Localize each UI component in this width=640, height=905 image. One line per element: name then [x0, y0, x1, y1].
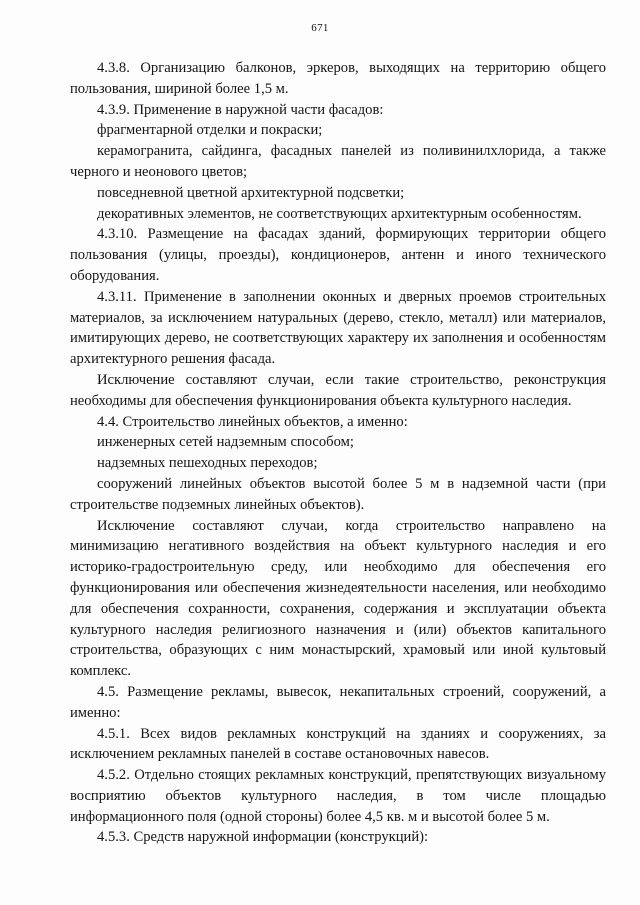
- list-item-engineering-networks: инженерных сетей надземным способом;: [97, 434, 354, 451]
- list-item-color-lighting: повседневной цветной архитектурной подсветки;: [97, 184, 405, 201]
- paragraph-4-5: 4.5. Размещение рекламы, вывесок, некапитальных строений, сооружений, а именно:: [70, 683, 606, 721]
- paragraph-4-3-9: 4.3.9. Применение в наружной части фасадов:: [97, 101, 384, 118]
- paragraph-4-5-2: 4.5.2. Отдельно стоящих рекламных конструкций, препятствующих визуальному восприятию объектов культурного наследия, в том числе площадью информационного поля (одной стороны) более 4,5 кв. м и высотой более 5 м.: [70, 767, 606, 825]
- paragraph-4-5-3: 4.5.3. Средств наружной информации (конструкций):: [97, 829, 429, 846]
- paragraph-4-3-8: 4.3.8. Организацию балконов, эркеров, выходящих на территорию общего пользования, шириной более 1,5 м.: [70, 60, 606, 97]
- paragraph-exception-1: Исключение составляют случаи, если такие строительство, реконструкция необходимы для обеспечения функционирования объекта культурного наследия.: [70, 371, 606, 409]
- list-item-fragmentary-finish: фрагментарной отделки и покраски;: [97, 122, 323, 139]
- paragraph-4-4: 4.4. Строительство линейных объектов, а именно:: [97, 413, 408, 430]
- paragraph-exception-2: Исключение составляют случаи, когда строительство направлено на минимизацию негативного воздействия на объект культурного наследия и его историко-градостроительную среду, или необходимо для обеспечения его функционирования или обеспечения жизнедеятельности населения, или необходимо для обеспечения сохранности, сохранения, содержания и эксплуатации объекта культурного наследия религиозного назначения и (или) объектов капитального строительства, образующих с ним монастырский, храмовый или иной культовый комплекс.: [70, 517, 606, 680]
- list-item-porcelain-stoneware: керамогранита, сайдинга, фасадных панелей из поливинилхлорида, а также черного и неонового цветов;: [70, 143, 606, 180]
- paragraph-4-3-10: 4.3.10. Размещение на фасадах зданий, формирующих территории общего пользования (улицы, проезды), кондиционеров, антенн и иного технического оборудования.: [70, 226, 606, 284]
- paragraph-4-3-11: 4.3.11. Применение в заполнении оконных и дверных проемов строительных материалов, за исключением натуральных (дерево, стекло, металл) или материалов, имитирующих дерево, не соответствующих характеру их заполнения и особенностям архитектурного решения фасада.: [70, 288, 606, 368]
- list-item-linear-structures: сооружений линейных объектов высотой более 5 м в надземной части (при строительстве подземных линейных объектов).: [70, 475, 606, 513]
- page-number: 671: [311, 22, 329, 34]
- paragraph-4-5-1: 4.5.1. Всех видов рекламных конструкций на зданиях и сооружениях, за исключением рекламных панелей в составе остановочных навесов.: [70, 725, 606, 763]
- list-item-decorative-elements: декоративных элементов, не соответствующих архитектурным особенностям.: [97, 205, 582, 222]
- document-body: [70, 58, 606, 848]
- list-item-pedestrian-crossings: надземных пешеходных переходов;: [97, 455, 318, 472]
